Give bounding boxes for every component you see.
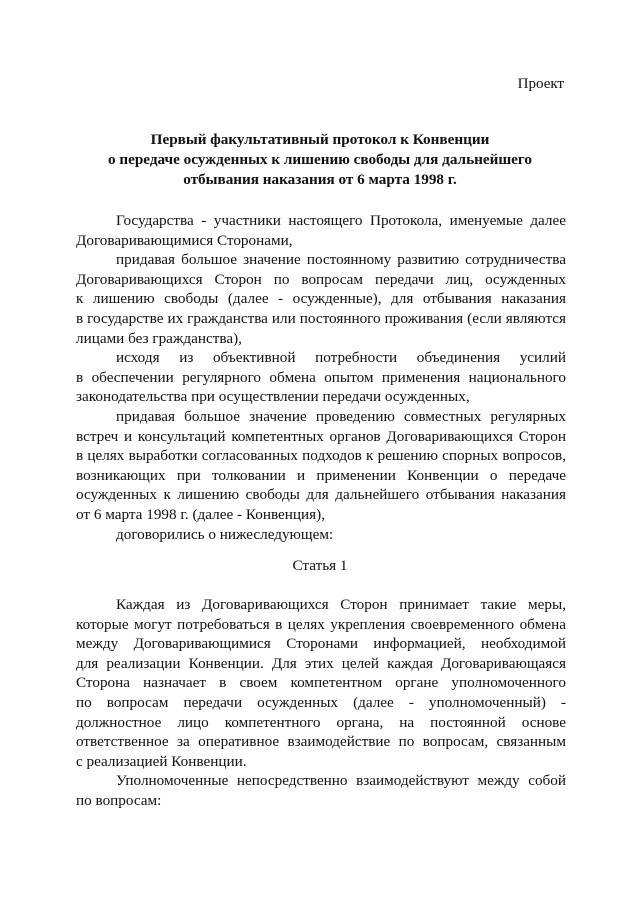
article-line: с реализацией Конвенции. [76, 752, 247, 770]
preamble-line: законодательства при осуществлении передачи осужденных, [76, 388, 470, 406]
preamble-line: исходя из объективной потребности объединения усилий [116, 349, 566, 367]
preamble-line: договорились о нижеследующем: [116, 525, 334, 543]
draft-label: Проект [517, 76, 564, 92]
article-line: Каждая из Договаривающихся Сторон принимает такие меры, [116, 596, 566, 613]
preamble-line: Договаривающимися Сторонами, [76, 231, 293, 249]
preamble-line: в целях выработки согласованных подходов к решению спорных вопросов, [76, 447, 566, 465]
title-line: о передаче осужденных к лишению свободы для дальнейшего [107, 151, 533, 168]
preamble-line: осужденных к лишению свободы для дальнейшего отбывания наказания [76, 486, 566, 504]
preamble-line: придавая большое значение проведению совместных регулярных [116, 407, 566, 425]
article-line: Уполномоченные непосредственно взаимодействуют между собой [116, 772, 566, 790]
preamble-line: лицами без гражданства), [76, 329, 242, 347]
preamble-line: в обеспечении регулярного обмена опытом применения национального [76, 368, 566, 386]
preamble [76, 211, 566, 544]
article-line: между Договаривающимися Сторонами информацией, необходимой [76, 635, 566, 653]
article-line: должностное лицо компетентного органа, на постоянной основе [76, 713, 566, 731]
preamble-line: в государстве их гражданства или постоянного проживания (если являются [76, 309, 566, 327]
title-line: отбывания наказания от 6 марта 1998 г. [183, 171, 457, 188]
article-line: по вопросам передачи осужденных (далее - уполномоченный) - [76, 693, 566, 711]
article-line: по вопросам: [76, 791, 162, 809]
preamble-line: к лишению свободы (далее - осужденные), для отбывания наказания [76, 290, 566, 308]
title-line: Первый факультативный протокол к Конвенции [150, 131, 490, 148]
article-line: для реализации Конвенции. Для этих целей каждая Договаривающаяся [76, 654, 566, 672]
preamble-line: встреч и консультаций компетентных органов Договаривающихся Сторон [76, 427, 566, 445]
preamble-line: от 6 марта 1998 г. (далее - Конвенция), [76, 505, 326, 523]
article-1-text [76, 595, 566, 811]
preamble-line: Государства - участники настоящего Протокола, именуемые далее [116, 212, 566, 229]
article-heading: Статья 1 [292, 557, 348, 574]
preamble-line: Договаривающихся Сторон по вопросам передачи лиц, осужденных [76, 270, 566, 288]
preamble-line: возникающих при толковании и применении Конвенции о передаче [76, 466, 566, 484]
article-line: которые могут потребоваться в целях укрепления своевременного обмена [76, 615, 566, 633]
article-line: ответственное за оперативное взаимодействие по вопросам, связанным [76, 733, 566, 751]
document-title [76, 130, 564, 190]
article-line: Сторона назначает в своем компетентном органе уполномоченного [76, 674, 566, 692]
preamble-line: придавая большое значение постоянному развитию сотрудничества [116, 251, 566, 269]
